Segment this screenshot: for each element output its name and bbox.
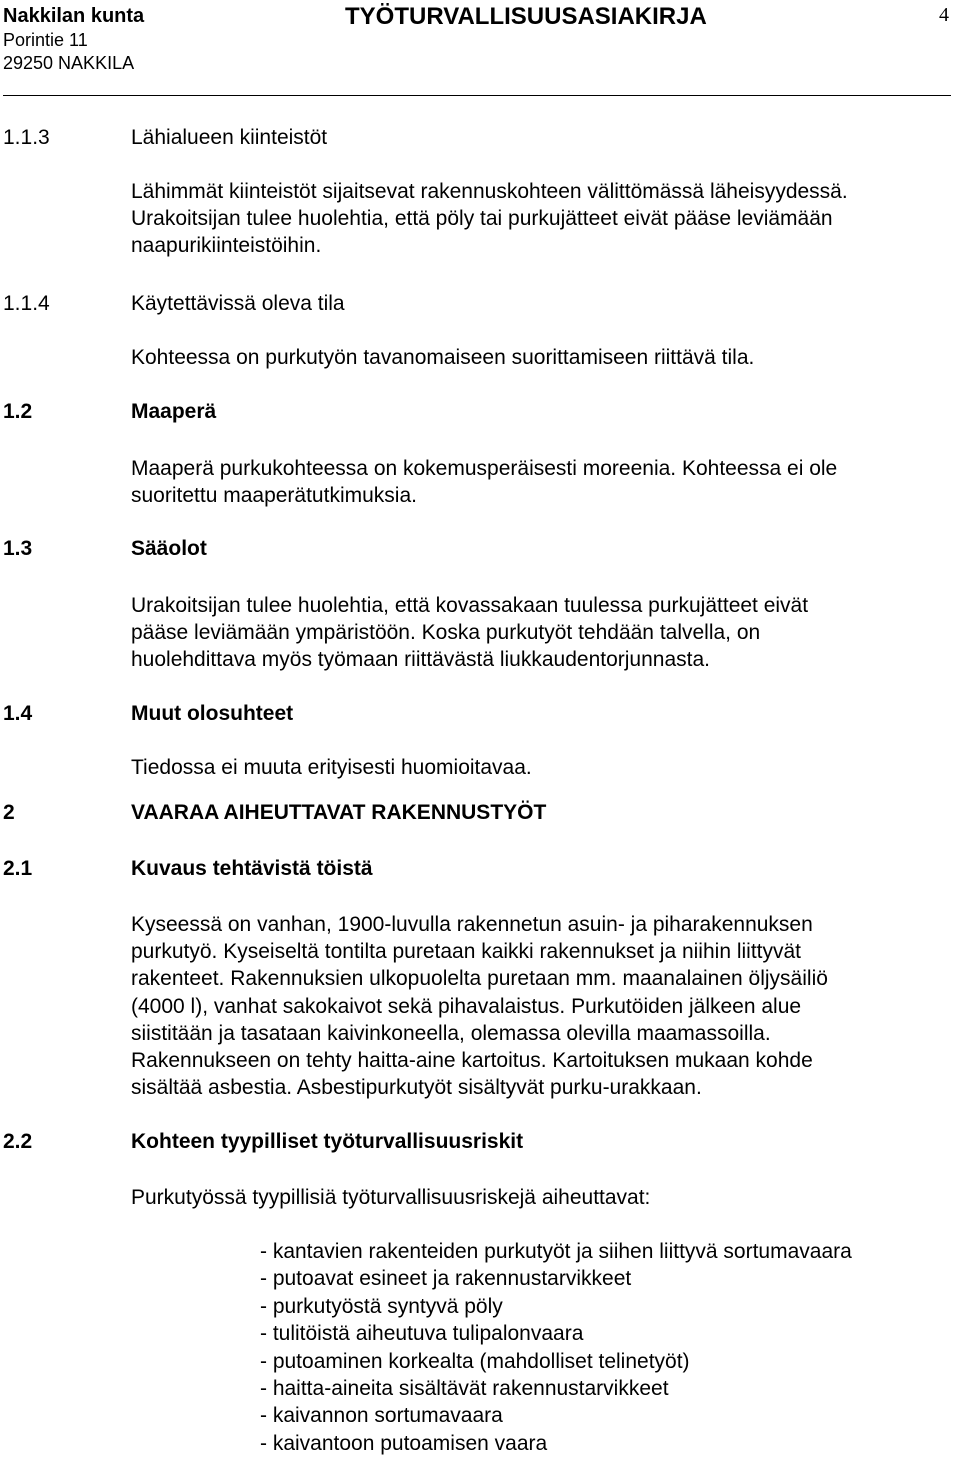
text-line: rakenteet. Rakennuksien ulkopuolelta puretaan mm. maanalainen öljysäiliö [131,967,828,991]
section-body-1-1-4 [131,344,754,371]
section-number-2-2: 2.2 [3,1130,33,1153]
address-postal: 29250 NAKKILA [3,53,135,73]
text-line: Kohteessa on purkutyön tavanomaiseen suorittamiseen riittävä tila. [131,346,755,369]
section-number-1-2: 1.2 [3,400,33,423]
section-title-1-1-3: Lähialueen kiinteistöt [131,126,328,149]
document-title: TYÖTURVALLISUUSASIAKIRJA [345,3,707,30]
text-line: naapurikiinteistöihin. [131,234,322,258]
text-line: Lähimmät kiinteistöt sijaitsevat rakennuskohteen välittömässä läheisyydessä. [131,180,848,203]
section-title-1-4: Muut olosuhteet [131,702,294,725]
list-item: - putoaminen korkealta (mahdolliset telinetyöt) [260,1349,690,1373]
text-line: huolehdittava myös työmaan riittävästä liukkaudentorjunnasta. [131,648,710,672]
section-title-2-1: Kuvaus tehtävistä töistä [131,857,373,880]
address-street: Porintie 11 [3,30,88,50]
section-body-1-2 [131,455,837,509]
page-number: 4 [939,4,949,26]
section-title-2: VAARAA AIHEUTTAVAT RAKENNUSTYÖT [131,801,547,824]
section-body-1-4 [131,754,532,781]
section-number-1-4: 1.4 [3,702,33,725]
risk-list [260,1238,852,1457]
text-line: Tiedossa ei muuta erityisesti huomioitavaa. [131,756,532,779]
section-body-2-1 [131,911,828,1101]
section-title-1-3: Sääolot [131,537,207,560]
text-line: Urakoitsijan tulee huolehtia, että kovassakaan tuulessa purkujätteet eivät [131,594,809,617]
section-title-1-1-4: Käytettävissä oleva tila [131,292,345,315]
list-item: - purkutyöstä syntyvä pöly [260,1294,503,1318]
text-line: suoritettu maaperätutkimuksia. [131,484,417,508]
list-item: - tulitöistä aiheutuva tulipalonvaara [260,1322,584,1346]
list-item: - kaivantoon putoamisen vaara [260,1431,548,1455]
list-item: - kaivannon sortumavaara [260,1404,503,1428]
text-line: Purkutyössä tyypillisiä työturvallisuusriskejä aiheuttavat: [131,1186,651,1209]
text-line: Maaperä purkukohteessa on kokemusperäisesti moreenia. Kohteessa ei ole [131,457,838,480]
organization-name: Nakkilan kunta [3,5,145,27]
header-divider [3,95,951,96]
text-line: siistitään ja tasataan kaivinkoneella, olemassa olevilla maamassoilla. [131,1021,771,1045]
section-number-1-3: 1.3 [3,537,33,560]
section-number-2-1: 2.1 [3,857,33,880]
text-line: purkutyö. Kyseiseltä tontilta puretaan kaikki rakennukset ja niihin liittyvät [131,940,802,964]
text-line: Kyseessä on vanhan, 1900-luvulla rakennetun asuin- ja piharakennuksen [131,913,813,936]
section-title-1-2: Maaperä [131,400,217,423]
section-body-1-1-3 [131,178,848,260]
section-number-2: 2 [3,801,15,824]
text-line: Urakoitsijan tulee huolehtia, että pöly tai purkujätteet eivät pääse leviämään [131,207,833,231]
text-line: sisältää asbestia. Asbestipurkutyöt sisältyvät purku-urakkaan. [131,1076,702,1100]
text-line: Rakennukseen on tehty haitta-aine kartoitus. Kartoituksen mukaan kohde [131,1049,813,1073]
list-item: - haitta-aineita sisältävät rakennustarvikkeet [260,1377,669,1401]
section-title-2-2: Kohteen tyypilliset työturvallisuusriskit [131,1130,524,1153]
section-number-1-1-3: 1.1.3 [3,126,50,149]
text-line: pääse leviämään ympäristöön. Koska purkutyöt tehdään talvella, on [131,621,761,645]
section-body-1-3 [131,592,808,674]
section-number-1-1-4: 1.1.4 [3,292,50,315]
text-line: (4000 l), vanhat sakokaivot sekä pihavalaistus. Purkutöiden jälkeen alue [131,994,802,1018]
list-item: - putoavat esineet ja rakennustarvikkeet [260,1267,632,1291]
list-item: - kantavien rakenteiden purkutyöt ja siihen liittyvä sortumavaara [260,1240,852,1263]
section-intro-2-2 [131,1184,650,1211]
